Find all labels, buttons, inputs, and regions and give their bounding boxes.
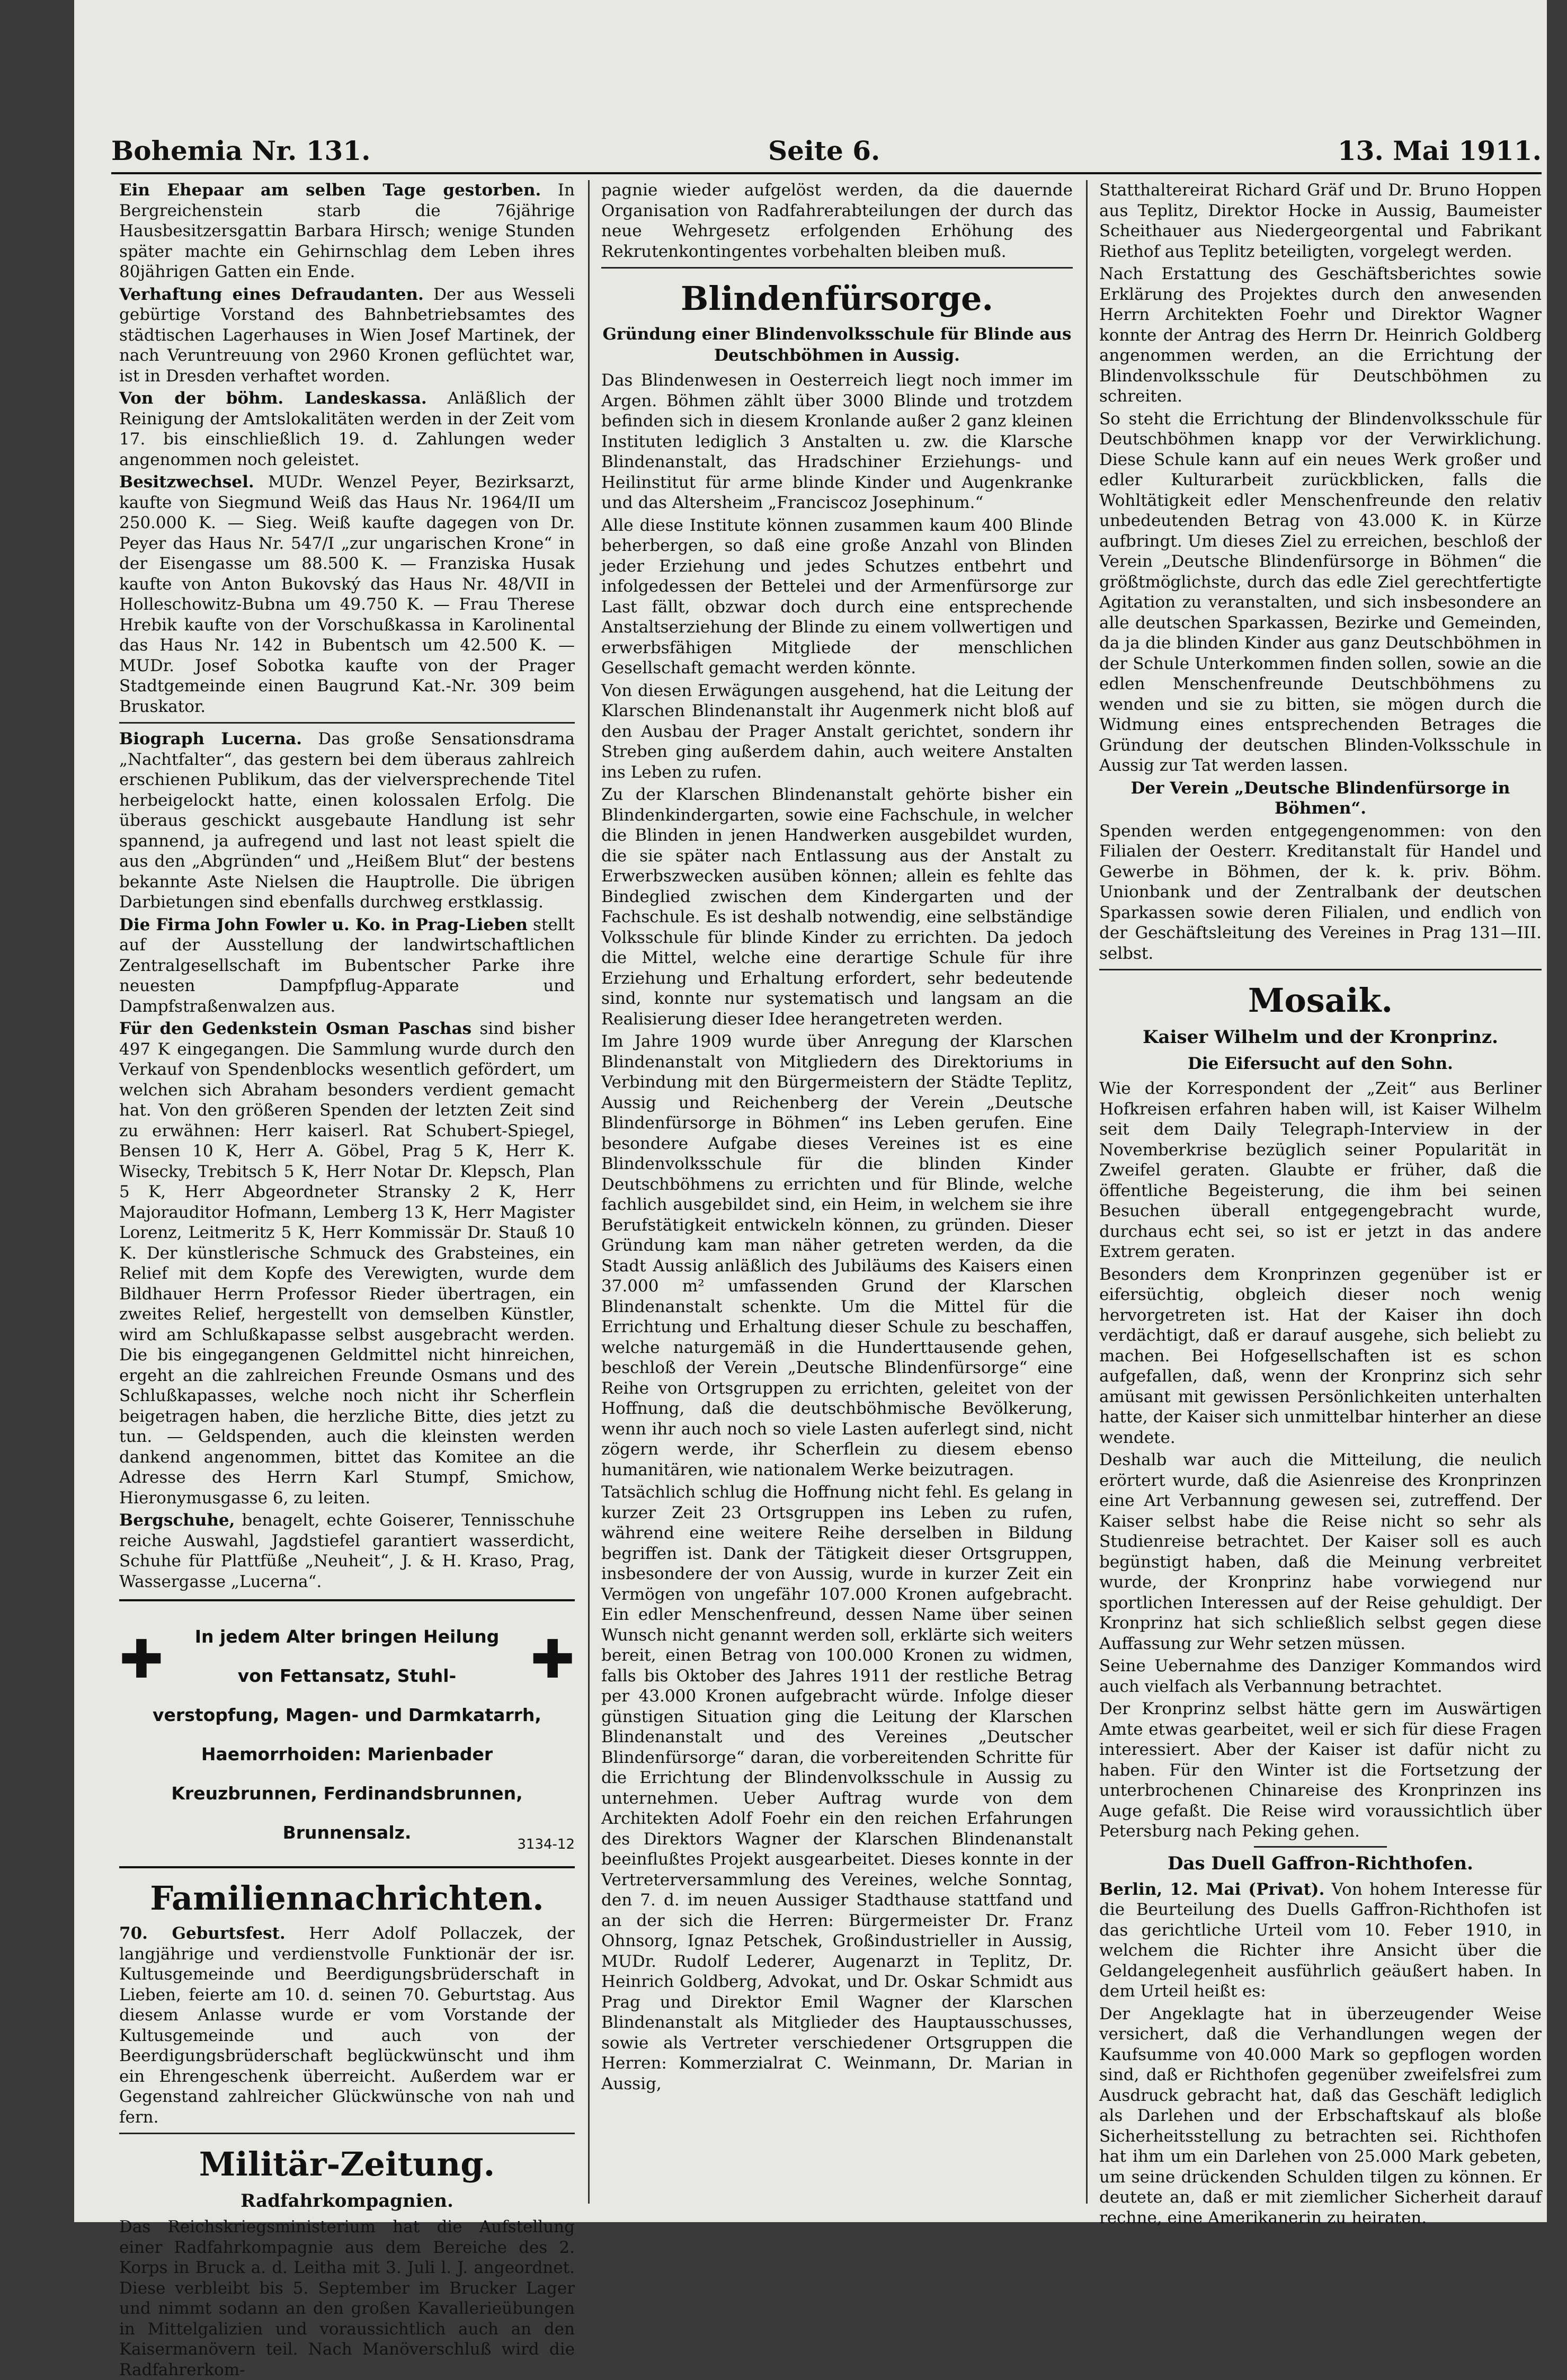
subheading-duell: Das Duell Gaffron-Richthofen. [1168, 1852, 1473, 1874]
news-item: Biograph Lucerna. Das große Sensationsdrama „Nachtfalter“, das gestern bei dem überaus zahlreich erschienen Publikum, das der vielversprechende Titel herbeigelockt hatte, einen kolossalen Erfolg. Die überaus geschickt ausgebaute Handlung ist sehr spannend, ja aufregend und last not least spielt die aus den „Abgründen“ und „Heißem Blut“ der bestens bekannte Aste Nielsen die Hauptrolle. Die übrigen Darbietungen sind ebenfalls durchweg erstklassig. [119, 729, 575, 912]
news-item: Die Firma John Fowler u. Ko. in Prag-Lieben stellt auf der Ausstellung der landwirtschaftlichen Zentralgesellschaft im Bubentscher Parke ihre neuesten Dampfpflug-Apparate und Dampfstraßenwalzen aus. [119, 915, 575, 1016]
paragraph: Seine Uebernahme des Danziger Kommandos wird auch vielfach als Verbannung betrachtet. [1099, 1656, 1542, 1696]
news-item: pagnie wieder aufgelöst werden, da die dauernde Organisation von Radfahrerabteilungen der durch das neue Wehrgesetz erfolgenden Erhöhung des Rekrutenkontingentes vorbehalten bleiben muß. [601, 181, 1073, 261]
news-item: Besitzwechsel. MUDr. Wenzel Peyer, Bezirksarzt, kaufte von Siegmund Weiß das Haus Nr. 1964/II um 250.000 K. — Sieg. Weiß kaufte dagegen von Dr. Peyer das Haus Nr. 547/I „zur ungarischen Krone“ in der Eisengasse um 88.500 K. — Franziska Husak kaufte von Anton Bukovský das Haus Nr. 48/VII in Holleschowitz-Bubna um 49.750 K. — Frau Therese Hrebik kaufte von der Vorschußkassa in Karolinental das Haus Nr. 142 in Bubentsch um 42.500 K. — MUDr. Josef Sobotka kaufte von der Prager Stadtgemeinde einen Baugrund Kat.-Nr. 309 beim Bruskator. [119, 473, 575, 716]
paragraph: Nach Erstattung des Geschäftsberichtes sowie Erklärung des Projektes durch den anwesenden Herrn Architekten Foehr und Direktor Wagner konnte der Antrag des Herrn Dr. Heinrich Goldberg angenommen werden, an die Errichtung der Blindenvolksschule für Deutschböhmen zu schreiten. [1099, 264, 1542, 406]
paragraph: Im Jahre 1909 wurde über Anregung der Klarschen Blindenanstalt von Mitgliedern des Direktoriums in Verbindung mit den Bürgermeistern der Städte Teplitz, Aussig und Reichenberg der Verein „Deutsche Blindenfürsorge in Böhmen“ ins Leben gerufen. Eine besondere Aufgabe dieses Vereines ist es eine Blindenvolksschule für die blinden Kinder Deutschböhmens zu errichten und für Blinde, welche fachlich ausgebildet sind, ein Heim, in welchem sie ihre Berufstätigkeit entwickeln können, zu gründen. Dieser Gründung kam man näher getreten werden, da die Stadt Aussig anläßlich des Jubiläums des Kaisers einen 37.000 m² umfassenden Grund der Klarschen Blindenanstalt schenkte. Um die Mittel für die Errichtung und Erhaltung dieser Schule zu beschaffen, welche naturgemäß in die Hunderttausende gehen, beschloß der Verein „Deutsche Blindenfürsorge“ eine Reihe von Ortsgruppen zu errichten, geleitet von der Hoffnung, daß die deutschböhmische Bevölkerung, wenn ihr auch noch so viele Lasten auferlegt sind, nicht zögern werde, ihr Scherflein zu diesem ebenso humanitären, wie nationalem Werke beizutragen. [601, 1032, 1073, 1479]
divider [1099, 969, 1542, 970]
subheading-eifersucht: Die Eifersucht auf den Sohn. [1188, 1054, 1453, 1073]
divider [601, 267, 1073, 269]
paragraph: Deshalb war auch die Mitteilung, die neulich erörtert wurde, daß die Asienreise des Kronprinzen eine Art Verbannung gewesen sei, zutreffend. Der Kaiser selbst habe die Reise nicht so sehr als Studienreise betrachtet. Der Kaiser soll es auch begünstigt haben, daß die Meinung verbreitet wurde, der Kronprinz habe vorwiegend nur sportlichen Interessen auf der Reise gehuldigt. Der Kronprinz hat sich schließlich selbst gegen diese Auffassung zur Wehr setzen müssen. [1099, 1450, 1542, 1653]
paragraph: Spenden werden entgegengenommen: von den Filialen der Oesterr. Kreditanstalt für Handel und Gewerbe in Böhmen, der k. k. priv. Böhm. Unionbank und der Zentralbank der deutschen Sparkassen sowie deren Filialen, und endlich von der Geschäftsleitung des Vereines in Prag 131—III. selbst. [1099, 821, 1542, 963]
paragraph: Von diesen Erwägungen ausgehend, hat die Leitung der Klarschen Blindenanstalt ihr Augenmerk nicht bloß auf den Ausbau der Prager Anstalt gerichtet, sondern ihr Streben ging außerdem dahin, auch weitere Anstalten ins Leben zu rufen. [601, 681, 1073, 782]
column-2 [601, 180, 1073, 2204]
ad-line: Brunnensalz. [282, 1822, 412, 1843]
subheading-blind: Gründung einer Blindenvolksschule für Blinde aus Deutschböhmen in Aussig. [602, 325, 1072, 365]
ad-line: verstopfung, Magen- und Darmkatarrh, [153, 1705, 541, 1725]
news-item: Das Reichskriegsministerium hat die Aufstellung einer Radfahrkompagnie aus dem Bereiche des 2. Korps in Bruck a. d. Leitha mit 3. Juli l. J. angeordnet. Diese verbleibt bis 5. September im Brucker Lager und nimmt sodann an den großen Kavallerieübungen in Mittelgalizien und voraussichtlich auch an den Kaisermanövern teil. Nach Manöverschluß wird die Radfahrerkom- [119, 2217, 575, 2379]
divider [1254, 1846, 1387, 1848]
section-heading-blind: Blindenfürsorge. [680, 279, 994, 318]
section-heading-mosaik: Mosaik. [1248, 981, 1393, 1020]
divider [119, 2133, 575, 2134]
column-divider-1 [588, 180, 590, 2204]
news-item: 70. Geburtsfest. Herr Adolf Pollaczek, der langjährige und verdienstvolle Funktionär der isr. Kultusgemeinde und Beerdigungsbrüderschaft in Lieben, feierte am 10. d. seinen 70. Geburtstag. Aus diesem Anlasse wurde er vom Vorstande der Kultusgemeinde und auch von der Beerdigungsbrüderschaft beglückwünscht und ihm ein Ehrengeschenk überreicht. Außerdem war er Gegenstand zahlreicher Glückwünsche von nah und fern. [119, 1924, 575, 2127]
news-item: Ein Ehepaar am selben Tage gestorben. In Bergreichenstein starb die 76jährige Hausbesitzersgattin Barbara Hirsch; wenige Stunden später machte ein Gehirnschlag dem Leben ihres 80jährigen Gatten ein Ende. [119, 181, 575, 281]
cross-icon: ✚ [119, 1628, 164, 1690]
news-item: Verhaftung eines Defraudanten. Der aus Wesseli gebürtige Vorstand des Bahnbetriebsamtes des städtischen Lagerhauses in Wien Josef Martinek, der nach Veruntreuung von 2960 Kronen geflüchtet war, ist in Dresden verhaftet worden. [119, 284, 575, 386]
news-item: Bergschuhe, benagelt, echte Goiserer, Tennisschuhe reiche Auswahl, Jagdstiefel garantiert wasserdicht, Schuhe für Plattfüße „Neuheit“, J. & H. Kraso, Prag, Wassergasse „Lucerna“. [119, 1511, 575, 1591]
column-1 [119, 180, 575, 2379]
section-heading-military: Militär-Zeitung. [199, 2145, 495, 2183]
paragraph: Zu der Klarschen Blindenanstalt gehörte bisher ein Blindenkindergarten, sowie eine Fachschule, in welcher die Blinden in jenen Handwerken ausgebildet wurden, die sie später nach Entlassung aus der Anstalt zu Erwerbszwecken ausüben können; allein es fehlte das Bindeglied zwischen dem Kindergarten und der Fachschule. Es ist deshalb notwendig, eine selbständige Volksschule für blinde Kinder zu errichten. Da jedoch die Mittel, welche eine derartige Schule für ihre Erziehung und Erhaltung erfordert, sehr bedeutende sind, konnte nur systematisch und langsam an die Realisierung dieser Idee herangetreten werden. [601, 785, 1073, 1029]
newspaper-page [74, 0, 1547, 2379]
ad-line: Haemorrhoiden: Marienbader [201, 1744, 493, 1764]
divider [119, 722, 575, 724]
header-masthead: Bohemia Nr. 131. [111, 135, 371, 166]
subheading-radfahr: Radfahrkompagnien. [241, 2190, 453, 2212]
paragraph: Berlin, 12. Mai (Privat). Von hohem Interesse für die Beurteilung des Duells Gaffron-Richthofen ist das gerichtliche Urteil vom 10. Feber 1910, in welchem die Richter ihre Ansicht über die Geldangelegenheit ausführlich geäußert haben. In dem Urteil heißt es: [1099, 1879, 1542, 2001]
news-item: Für den Gedenkstein Osman Paschas sind bisher 497 K eingegangen. Die Sammlung wurde durch den Verkauf von Spendenblocks wesentlich gefördert, um welchen sich Abraham besonders verdient gemacht hat. Von den größeren Spenden der letzten Zeit sind zu erwähnen: Herr kaiserl. Rat Schubert-Spiegel, Bensen 10 K, Herr A. Göbel, Prag 5 K, Herr K. Wisecky, Trebitsch 5 K, Herr Notar Dr. Klepsch, Plan 5 K, Herr Abgeordneter Stransky 2 K, Herr Majorauditor Hofmann, Lemberg 13 K, Herr Magister Lorenz, Leitmeritz 5 K, Herr Kommissär Dr. Stauß 10 K. Der künstlerische Schmuck des Grabsteines, ein Relief mit dem Kopfe des Verewigten, wurde dem Bildhauer Herrn Professor Rieder übertragen, ein zweites Relief, hergestellt von demselben Künstler, wird am Schlußkapasse selbst ausgebracht werden. Die bis eingegangenen Geldmittel nicht hinreichen, ergeht an die zahlreichen Freunde Osmans und des Schlußkapasses, welche noch nicht ihr Scherflein beigetragen haben, die herzliche Bitte, dies jetzt zu tun. — Geldspenden, auch die kleinsten werden dankend angenommen, bittet das Komitee an die Adresse des Herrn Karl Stumpf, Smichow, Hieronymusgasse 6, zu leiten. [119, 1019, 575, 1508]
paragraph: Statthaltereirat Richard Gräf und Dr. Bruno Hoppen aus Teplitz, Direktor Hocke in Aussig, Baumeister Scheithauer aus Niedergeorgental und Fabrikant Riethof aus Teplitz beteiligten, vorgelegt werden. [1099, 181, 1542, 261]
paragraph: So steht die Errichtung der Blindenvolksschule für Deutschböhmen knapp vor der Verwirklichung. Diese Schule kann auf ein neues Werk großer und edler Kulturarbeit zurückblicken, falls die Wohltätigkeit edler Menschenfreunde den relativ unbedeutenden Betrag von 43.000 K. in Kürze aufbringt. Um dieses Ziel zu erreichen, beschloß der Verein „Deutsche Blindenfürsorge in Böhmen“ die größtmöglichste, durch das edle Ziel gerechtfertigte Agitation zu veranstalten, und sich insbesondere an alle deutschen Sparkassen, Bezirke und Gemeinden, da ja die blinden Kinder aus ganz Deutschböhmen in der Schule Unterkommen finden sollen, sowie an die edlen Menschenfreunde Deutschböhmens zu wenden und sie zu bitten, sie mögen durch die Widmung eines entsprechenden Betrages die Gründung der deutschen Blinden-Volksschule in Aussig zur Tat werden lassen. [1099, 409, 1542, 775]
header-rule [111, 172, 1542, 174]
advertisement-marienbad [119, 1599, 575, 1868]
paragraph: Tatsächlich schlug die Hoffnung nicht fehl. Es gelang in kurzer Zeit 23 Ortsgruppen ins Leben zu rufen, während eine weitere Reihe derselben in Bildung begriffen ist. Dank der Tätigkeit dieser Ortsgruppen, insbesondere der von Aussig, wurde in kurzer Zeit ein Vermögen von ungefähr 107.000 Kronen aufgebracht. Ein edler Menschenfreund, dessen Name über seinen Wunsch nicht genannt werden soll, erklärte sich weiters bereit, einen Betrag von 100.000 Kronen zu widmen, falls bis Oktober des Jahres 1911 der restliche Betrag per 43.000 Kronen aufgebracht würde. Infolge dieser günstigen Situation ging die Leitung der Klarschen Blindenanstalt und des Vereines „Deutscher Blindenfürsorge“ daran, die vorbereitenden Schritte für die Errichtung der Blindenvolksschule in Aussig zu unternehmen. Ueber Auftrag wurde von dem Architekten Adolf Foehr ein den reichen Erfahrungen des Direktors Wagner der Klarschen Blindenanstalt beeinflußtes Projekt ausgearbeitet. Dieses konnte in der Vertreterversammlung des Vereines, welche Sonntag, den 7. d. im neuen Aussiger Stadthause stattfand und an der sich die Herren: Bürgermeister Dr. Franz Ohnsorg, Ignaz Petschek, Großindustrieller in Aussig, MUDr. Rudolf Lederer, Augenarzt in Teplitz, Dr. Heinrich Goldberg, Advokat, und Dr. Oskar Schmidt aus Prag und Direktor Emil Wagner der Klarschen Blindenanstalt als Mitglieder des Hauptausschusses, sowie als Vertreter verschiedener Ortsgruppen die Herren: Kommerzialrat C. Weinmann, Dr. Marian in Aussig, [601, 1483, 1073, 2093]
ad-line: Kreuzbrunnen, Ferdinandsbrunnen, [171, 1783, 523, 1804]
paragraph: Wie der Korrespondent der „Zeit“ aus Berliner Hofkreisen erfahren haben will, ist Kaiser Wilhelm seit dem Daily Telegraph-Interview in der Novemberkrise bezüglich seiner Popularität in Zweifel geraten. Glaubte er früher, daß die öffentliche Begeisterung, die ihm bei seinen Besuchen überall entgegengebracht wurde, durchaus echt sei, so ist er jetzt in das andere Extrem geraten. [1099, 1079, 1542, 1261]
header-page-number: Seite 6. [768, 135, 880, 166]
page-header [111, 124, 1542, 172]
ad-code: 3134-12 [517, 1837, 575, 1852]
column-divider-2 [1086, 180, 1088, 2204]
signature: Der Verein „Deutsche Blindenfürsorge in Böhmen“. [1130, 778, 1510, 818]
news-item: Von der böhm. Landeskassa. Anläßlich der Reinigung der Amtslokalitäten werden in der Zeit vom 17. bis einschließlich 19. d. Zahlungen weder angenommen noch geleistet. [119, 389, 575, 469]
paragraph: Der Kronprinz selbst hätte gern im Auswärtigen Amte etwas gearbeitet, weil er sich für diese Fragen interessiert. Aber der Kaiser ist dafür nicht zu haben. Für den Winter ist die Fortsetzung der unterbrochenen Chinareise des Kronprinzen ins Auge gefaßt. Die Reise wird voraussichtlich über Petersburg nach Peking gehen. [1099, 1699, 1542, 1841]
subheading-kaiser: Kaiser Wilhelm und der Kronprinz. [1142, 1027, 1499, 1048]
column-3 [1099, 180, 1542, 2227]
paragraph: Alle diese Institute können zusammen kaum 400 Blinde beherbergen, so daß eine große Anzahl von Blinden jeder Erziehung und jedes Schutzes entbehrt und infolgedessen der Bettelei und der Armenfürsorge zur Last fällt, obzwar doch durch eine entsprechende Anstaltserziehung der Blinde zu einem vollwertigen und erwerbsfähigen Mitgliede der menschlichen Gesellschaft gemacht werden könnte. [601, 515, 1073, 678]
section-heading-family: Familiennachrichten. [150, 1879, 544, 1918]
header-date: 13. Mai 1911. [1337, 135, 1542, 166]
paragraph: Besonders dem Kronprinzen gegenüber ist er eifersüchtig, obgleich dieser noch wenig hervorgetreten ist. Hat der Kaiser ihn doch verdächtigt, daß er darauf ausgehe, sich beliebt zu machen. Bei Hofgesellschaften ist es schon aufgefallen, daß, wenn der Kronprinz sich sehr amüsant mit gewissen Persönlichkeiten unterhalten hatte, der Kaiser sich unmittelbar hinterher an diese wendete. [1099, 1264, 1542, 1447]
ad-line: In jedem Alter bringen Heilung [194, 1626, 500, 1647]
paragraph: Der Angeklagte hat in überzeugender Weise versichert, daß die Verhandlungen wegen der Kaufsumme von 40.000 Mark so gepflogen worden sind, daß er Richthofen gegenüber zweifelsfrei zum Ausdruck gebracht hat, daß das Geschäft lediglich als Darlehen und der Erbschaftskauf als bloße Sicherheitsstellung zu betrachten sei. Richthofen hat ihm um ein Darlehen von 25.000 Mark gebeten, um seine drückenden Schulden tilgen zu können. Er deutete an, daß er mit ziemlicher Sicherheit darauf rechne, eine Amerikanerin zu heiraten. [1099, 2004, 1542, 2227]
paragraph: Das Blindenwesen in Oesterreich liegt noch immer im Argen. Böhmen zählt über 3000 Blinde und trotzdem befinden sich in diesem Kronlande außer 2 ganz kleinen Instituten lediglich 3 Anstalten u. zw. die Klarsche Blindenanstalt, das Hradschiner Erziehungs- und Heilinstitut für arme blinde Kinder und Augenkranke und das Altersheim „Franciscoz Josephinum.“ [601, 371, 1073, 512]
ad-line: von Fettansatz, Stuhl- [237, 1665, 457, 1686]
cross-icon: ✚ [530, 1628, 575, 1690]
